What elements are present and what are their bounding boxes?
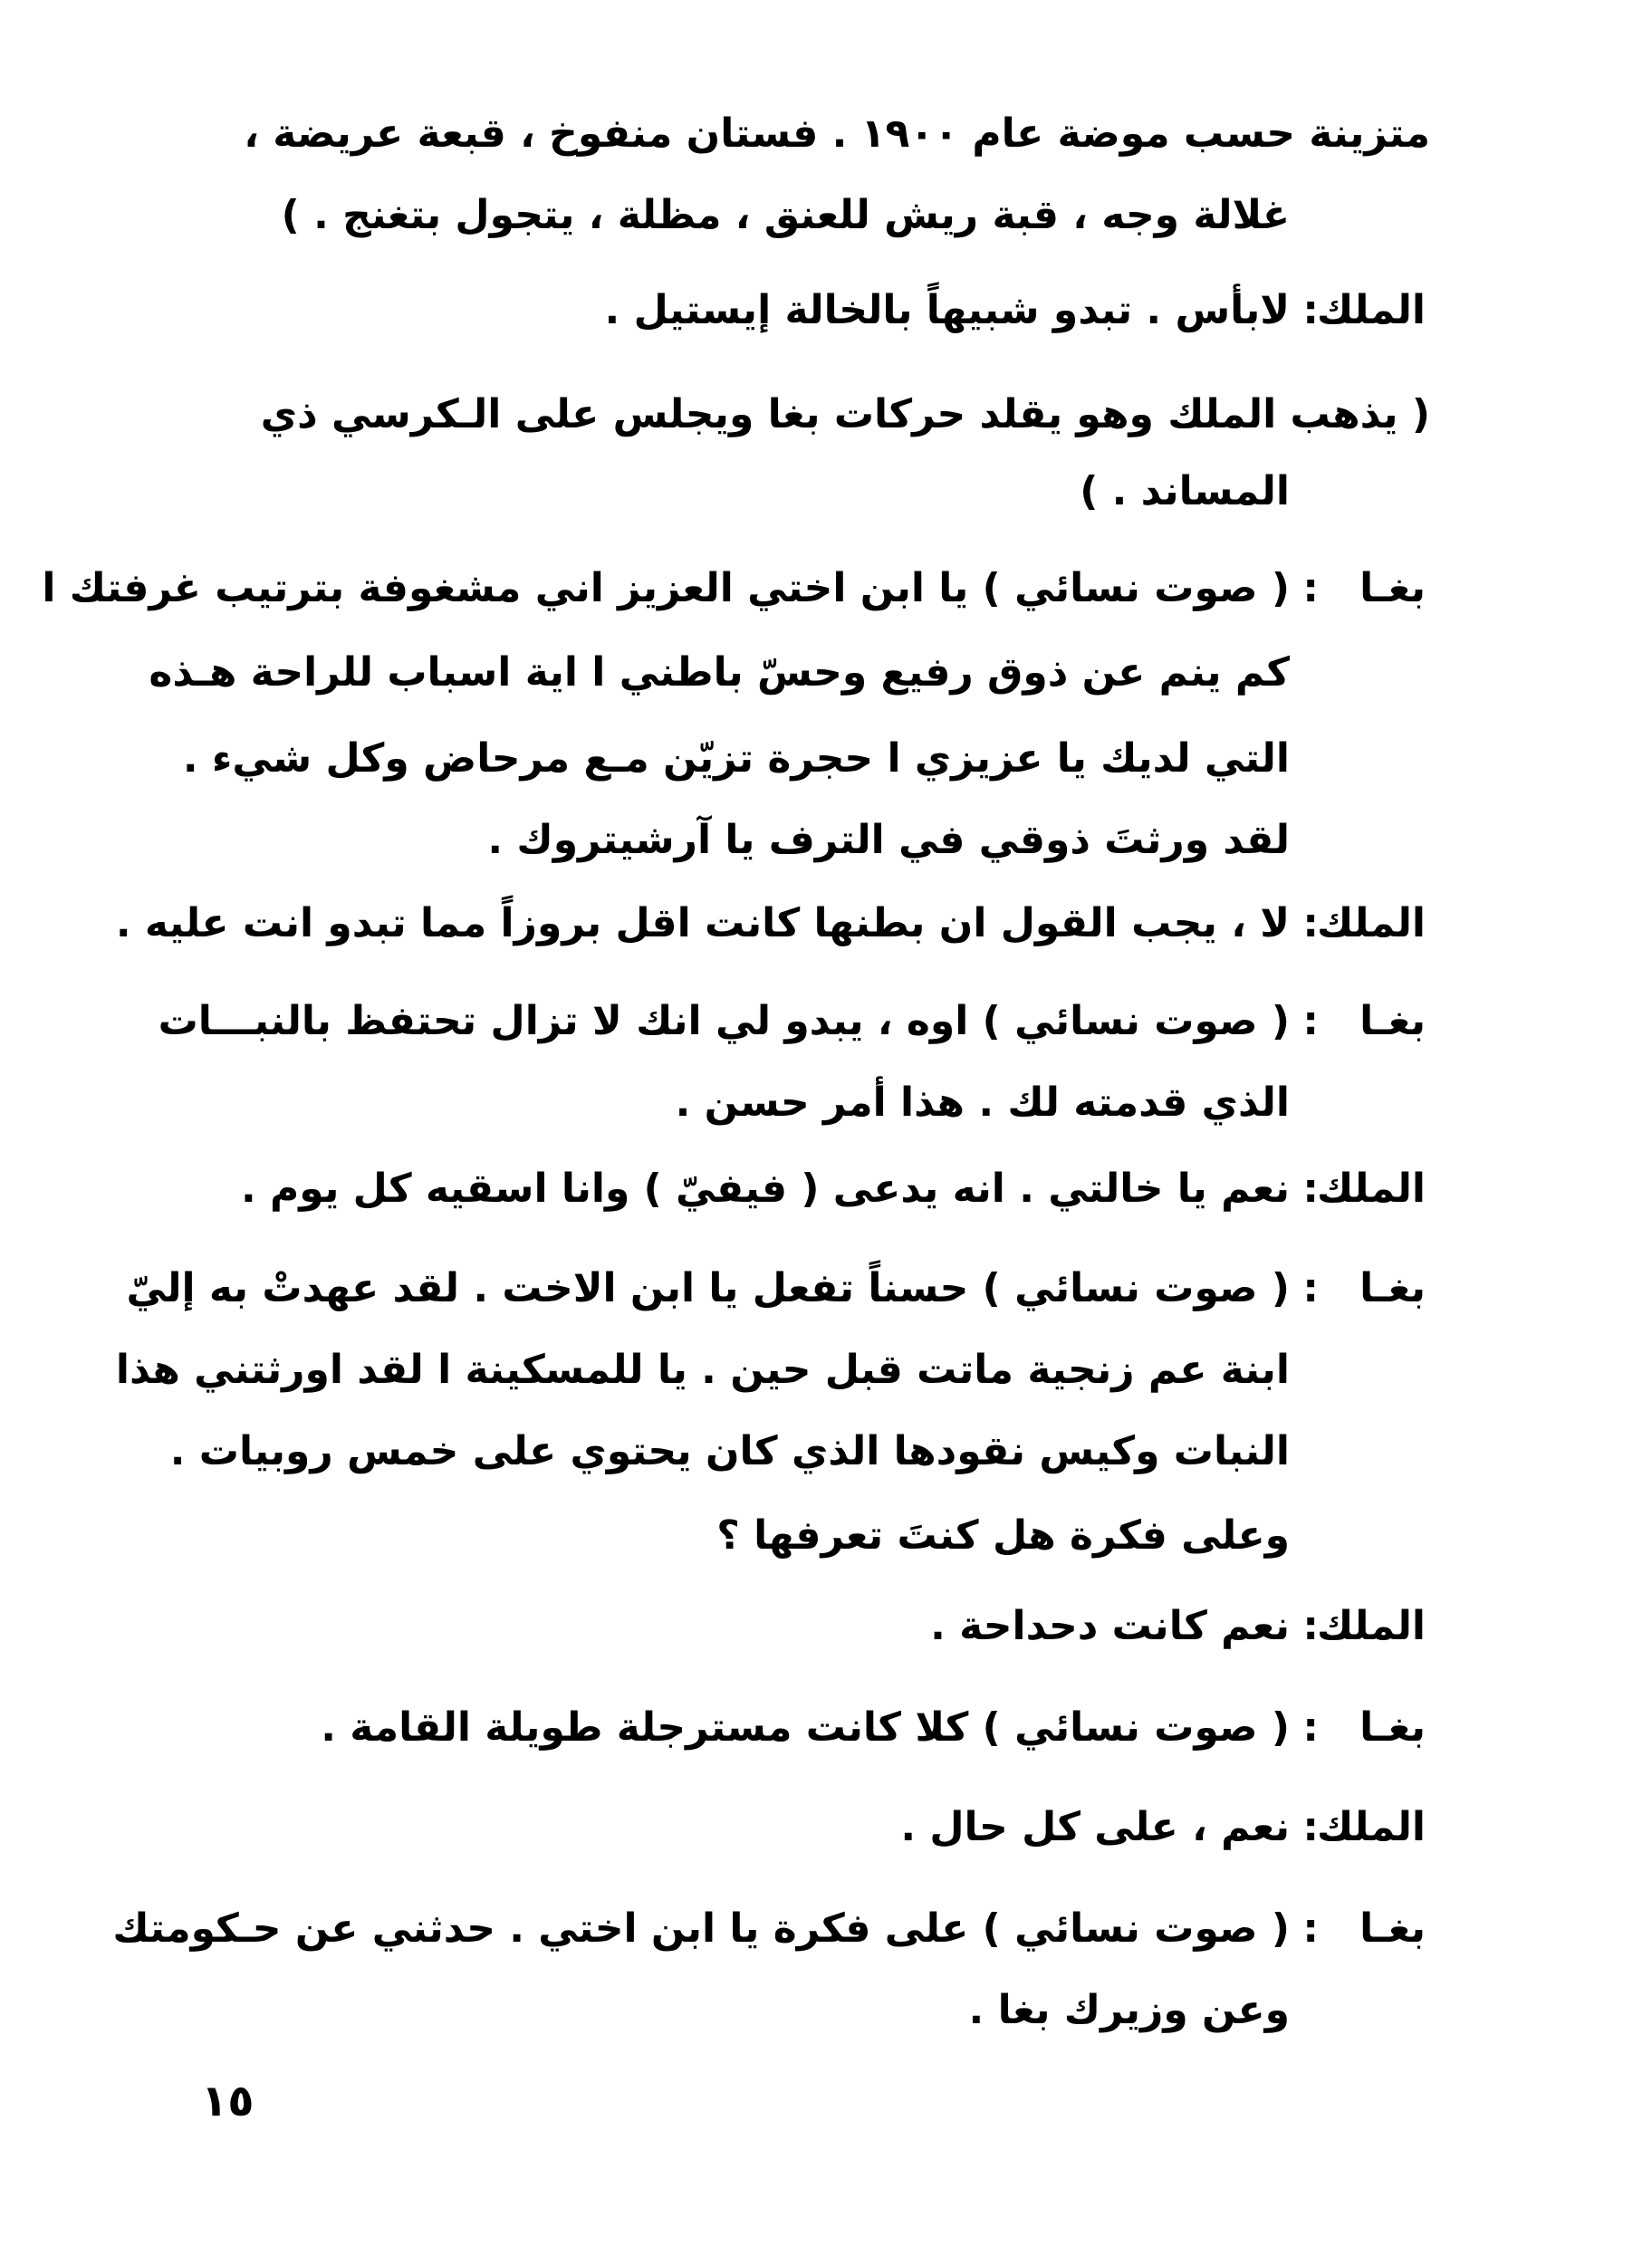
speaker-colon: : — [1302, 1603, 1319, 1649]
dialogue-line: لابأس . تبدو شبيهاً بالخالة إيستيل . — [604, 287, 1290, 333]
speaker-colon: : — [1302, 565, 1319, 611]
dialogue-line: ( صوت نسائي ) اوه ، يبدو لي انك لا تزال تحتفظ بالنبـــات — [158, 998, 1290, 1044]
dialogue-line: ( صوت نسائي ) على فكرة يا ابن اختي . حدثني عن حـكومتك — [112, 1905, 1290, 1952]
dialogue-line: كم ينم عن ذوق رفيع وحسّ باطني ا اية اسباب للراحة هـذه — [149, 649, 1290, 696]
dialogue-line: نعم يا خالتي . انه يدعى ( فيفيّ ) وانا اسقيه كل يوم . — [240, 1166, 1290, 1212]
dialogue-line: وعن وزيرك بغا . — [968, 1987, 1290, 2033]
speaker-name: الملك — [1316, 287, 1426, 333]
dialogue-line: لا ، يجب القول ان بطنها كانت اقل بروزاً مما تبدو انت عليه . — [115, 900, 1290, 946]
stage-direction-line: غلالة وجه ، قبة ريش للعنق ، مظلة ، يتجول بتغنج . ) — [281, 192, 1290, 238]
speaker-name: الملك — [1316, 1603, 1426, 1649]
dialogue-line: النبات وكيس نقودها الذي كان يحتوي على خمس روبيات . — [169, 1428, 1290, 1474]
speaker-colon: : — [1302, 1265, 1319, 1311]
dialogue-line: وعلى فكرة هل كنتَ تعرفها ؟ — [716, 1512, 1290, 1559]
dialogue-line: ابنة عم زنجية ماتت قبل حين . يا للمسكينة ا لقد اورثتني هذا — [115, 1347, 1290, 1393]
speaker-name: بغـا — [1359, 998, 1426, 1044]
speaker-colon: : — [1302, 1166, 1319, 1212]
speaker-colon: : — [1302, 1704, 1319, 1751]
speaker-colon: : — [1302, 1804, 1319, 1850]
dialogue-line: نعم كانت دحداحة . — [930, 1603, 1290, 1649]
dialogue-line: نعم ، على كل حال . — [900, 1804, 1290, 1850]
speaker-colon: : — [1302, 998, 1319, 1044]
speaker-name: الملك — [1316, 1166, 1426, 1212]
page-number: ١٥ — [201, 2076, 255, 2126]
stage-direction-line: المساند . ) — [1080, 468, 1290, 514]
speaker-name: بغـا — [1359, 565, 1426, 611]
dialogue-line: لقد ورثتَ ذوقي في الترف يا آرشيتروك . — [487, 817, 1290, 863]
speaker-name: بغـا — [1359, 1265, 1426, 1311]
dialogue-line: ( صوت نسائي ) يا ابن اختي العزيز اني مشغوفة بترتيب غرفتك ا — [42, 565, 1290, 611]
speaker-colon: : — [1302, 900, 1319, 946]
dialogue-line: ( صوت نسائي ) حسناً تفعل يا ابن الاخت . لقد عهدتْ به إليّ — [126, 1265, 1290, 1311]
speaker-name: الملك — [1316, 1804, 1426, 1850]
stage-direction-line: متزينة حسب موضة عام ١٩٠٠ . فستان منفوخ ، قبعة عريضة ، — [244, 110, 1430, 157]
speaker-name: الملك — [1316, 900, 1426, 946]
dialogue-line: الذي قدمته لك . هذا أمر حسن . — [675, 1080, 1290, 1126]
speaker-name: بغـا — [1359, 1905, 1426, 1952]
dialogue-line: ( صوت نسائي ) كلا كانت مسترجلة طويلة القامة . — [321, 1704, 1290, 1751]
speaker-colon: : — [1302, 287, 1319, 333]
speaker-colon: : — [1302, 1905, 1319, 1952]
dialogue-line: التي لديك يا عزيزي ا حجرة تزيّن مـع مرحاض وكل شيء . — [182, 735, 1290, 782]
speaker-name: بغـا — [1359, 1704, 1426, 1751]
stage-direction-line: ( يذهب الملك وهو يقلد حركات بغا ويجلس على الـكرسي ذي — [260, 391, 1430, 437]
